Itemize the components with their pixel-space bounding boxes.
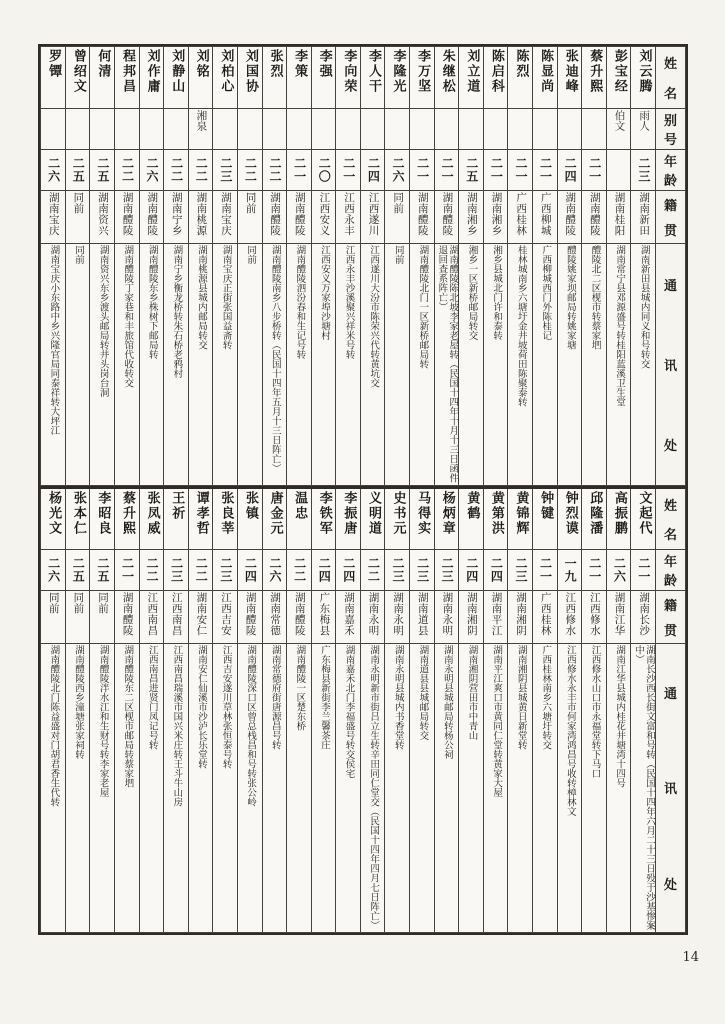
- cell-origin: 湖南醴陵: [287, 591, 312, 644]
- cell-contact: 湖南湘阴县城黄日新堂转: [508, 644, 533, 933]
- cell-contact: 同前: [237, 244, 262, 486]
- cell-contact: 湖南常宁县邓源盛号转桂阳蓝溪卫生堂: [606, 244, 631, 486]
- cell-alias: [237, 109, 262, 150]
- field-label-contact: 通 讯 处: [656, 644, 686, 933]
- cell-contact: 湖南资兴东乡渡头邮局转井头岗台洞: [90, 244, 115, 486]
- cell-origin: 同前: [237, 191, 262, 244]
- cell-age: 二一: [582, 550, 607, 591]
- cell-age: 二二: [237, 150, 262, 191]
- cell-contact: 湖南道县县城邮局转交: [410, 644, 435, 933]
- cell-name: 张凤威: [139, 488, 164, 550]
- cell-origin: 湖南醴陵: [287, 191, 312, 244]
- cell-alias: [410, 109, 435, 150]
- cell-name: 文起代: [631, 488, 656, 550]
- cell-alias: 湘泉: [188, 109, 213, 150]
- cell-contact: 湖南醴陵南乡八步桥转（民国十四年五月十三日阵亡）: [262, 244, 287, 486]
- roster-table-bottom: [40, 486, 686, 933]
- cell-name: 张良莘: [213, 488, 238, 550]
- cell-alias: [459, 109, 484, 150]
- cell-name: 程邦昌: [114, 47, 139, 109]
- cell-name: 刘静山: [164, 47, 189, 109]
- cell-alias: [90, 109, 115, 150]
- cell-contact: 同前: [385, 244, 410, 486]
- cell-origin: 湖南新田: [631, 191, 656, 244]
- cell-name: 何清: [90, 47, 115, 109]
- cell-age: 二二: [188, 550, 213, 591]
- cell-origin: 湖南嘉禾: [336, 591, 361, 644]
- cell-origin: 湖南醴陵: [410, 191, 435, 244]
- cell-name: 李万坚: [410, 47, 435, 109]
- cell-alias: [41, 109, 66, 150]
- field-label-name: 姓 名: [656, 47, 686, 109]
- cell-age: 二三: [631, 150, 656, 191]
- cell-alias: [164, 109, 189, 150]
- cell-alias: [533, 109, 558, 150]
- cell-name: 黄锦辉: [508, 488, 533, 550]
- cell-name: 刘柏心: [213, 47, 238, 109]
- cell-age: 二三: [410, 550, 435, 591]
- roster-table-top: [40, 46, 686, 486]
- cell-age: 二〇: [311, 150, 336, 191]
- cell-contact: 江西永丰沙溪聚兴祥米号转: [336, 244, 361, 486]
- cell-contact: 湖南醴陵陈北坡李家老屋转（民国十四年十月十三日函件退回查系阵亡）: [434, 244, 459, 486]
- cell-age: 二四: [336, 550, 361, 591]
- cell-origin: 湖南永明: [434, 591, 459, 644]
- cell-name: 李隆光: [385, 47, 410, 109]
- cell-origin: 湖南宁乡: [164, 191, 189, 244]
- cell-origin: 湖南湘乡: [483, 191, 508, 244]
- cell-contact: 广东梅县新街李兰馨茶庄: [311, 644, 336, 933]
- cell-name: 李向荣: [336, 47, 361, 109]
- cell-age: 二三: [434, 550, 459, 591]
- cell-contact: 湖南宝庆正街张国益斋转: [213, 244, 238, 486]
- cell-contact: 湘乡一区新桥邮局转交: [459, 244, 484, 486]
- cell-age: 二四: [311, 550, 336, 591]
- cell-origin: 广西桂林: [533, 591, 558, 644]
- cell-alias: [311, 109, 336, 150]
- cell-alias: [114, 109, 139, 150]
- cell-age: 二五: [459, 150, 484, 191]
- cell-origin: 湖南永明: [385, 591, 410, 644]
- cell-age: 二一: [434, 150, 459, 191]
- cell-name: 蔡升熙: [114, 488, 139, 550]
- cell-contact: 湖南醴陵泮水江和生财号转李家老屋: [90, 644, 115, 933]
- cell-origin: 湖南永明: [360, 591, 385, 644]
- cell-origin: 湖南醴陵: [557, 191, 582, 244]
- cell-age: 二三: [385, 550, 410, 591]
- cell-name: 张本仁: [65, 488, 90, 550]
- cell-origin: 同前: [385, 191, 410, 244]
- cell-alias: [582, 109, 607, 150]
- cell-age: 二三: [213, 550, 238, 591]
- cell-origin: 湖南醴陵: [139, 191, 164, 244]
- roster-frame: [38, 44, 688, 935]
- field-label-alias: 别 号: [656, 109, 686, 150]
- cell-name: 李铁军: [311, 488, 336, 550]
- cell-name: 钟键: [533, 488, 558, 550]
- cell-age: 二一: [336, 150, 361, 191]
- cell-origin: 湖南安仁: [188, 591, 213, 644]
- cell-name: 马得实: [410, 488, 435, 550]
- cell-age: 二五: [65, 150, 90, 191]
- cell-age: 二一: [508, 150, 533, 191]
- cell-origin: 湖南醴陵: [114, 191, 139, 244]
- cell-age: 二一: [533, 150, 558, 191]
- field-label-origin: 籍 贯: [656, 191, 686, 244]
- cell-age: 二三: [164, 550, 189, 591]
- cell-origin: 江西遂川: [360, 191, 385, 244]
- cell-name: 黄第洪: [483, 488, 508, 550]
- cell-name: 钟烈谟: [557, 488, 582, 550]
- cell-name: 彭宝经: [606, 47, 631, 109]
- cell-name: 张烈: [262, 47, 287, 109]
- cell-age: 二四: [237, 550, 262, 591]
- cell-name: 王祈: [164, 488, 189, 550]
- cell-age: 二三: [508, 550, 533, 591]
- cell-contact: 湖南永明县城内书香堂转: [385, 644, 410, 933]
- cell-name: 罗镡: [41, 47, 66, 109]
- cell-name: 刘云腾: [631, 47, 656, 109]
- cell-name: 温忠: [287, 488, 312, 550]
- cell-age: 二六: [41, 550, 66, 591]
- cell-contact: 江西南昌进贤门凤记号转: [139, 644, 164, 933]
- cell-origin: 江西南昌: [164, 591, 189, 644]
- cell-name: 朱继松: [434, 47, 459, 109]
- cell-contact: 湖南醴陵一区楚东桥: [287, 644, 312, 933]
- cell-contact: 湖南醴陵丁家巷和丰旅馆代收转交: [114, 244, 139, 486]
- cell-contact: 湖南永明县城邮局转杨公祠: [434, 644, 459, 933]
- cell-alias: [360, 109, 385, 150]
- cell-origin: 江西永丰: [336, 191, 361, 244]
- cell-origin: 江西修水: [582, 591, 607, 644]
- cell-age: 二六: [262, 550, 287, 591]
- cell-alias: [262, 109, 287, 150]
- cell-alias: [385, 109, 410, 150]
- cell-name: 高振鹏: [606, 488, 631, 550]
- cell-name: 刘国协: [237, 47, 262, 109]
- cell-contact: 江西修水永丰市何家湾鸿昌号收转樟林文: [557, 644, 582, 933]
- cell-age: 二二: [164, 150, 189, 191]
- cell-name: 李策: [287, 47, 312, 109]
- cell-alias: [508, 109, 533, 150]
- cell-origin: 湖南江华: [606, 591, 631, 644]
- cell-contact: 湖南安仁仙溪市沙泸长乐堂转: [188, 644, 213, 933]
- cell-origin: 湖南宝庆: [213, 191, 238, 244]
- cell-origin: 湖南长沙: [631, 591, 656, 644]
- cell-name: 陈显尚: [533, 47, 558, 109]
- cell-name: 杨光文: [41, 488, 66, 550]
- cell-age: 二一: [533, 550, 558, 591]
- cell-age: 二三: [213, 150, 238, 191]
- cell-contact: 湖南宝庆小东路中乡兴隆官局同泰祥转大坪江: [41, 244, 66, 486]
- cell-age: 二一: [410, 150, 435, 191]
- cell-origin: 湖南道县: [410, 591, 435, 644]
- cell-origin: 广东梅县: [311, 591, 336, 644]
- cell-age: 二五: [90, 550, 115, 591]
- cell-contact: 广西柳城西门外陈桂记: [533, 244, 558, 486]
- cell-alias: [287, 109, 312, 150]
- cell-name: 刘立道: [459, 47, 484, 109]
- cell-contact: 湖南常德府街唐源昌号转: [262, 644, 287, 933]
- cell-age: 二二: [139, 550, 164, 591]
- cell-name: 邱隆潘: [582, 488, 607, 550]
- cell-contact: 湖南醴陵深口区曾总栈昌和号转张公岭: [237, 644, 262, 933]
- cell-age: 二五: [90, 150, 115, 191]
- cell-contact: 江西遂川大汾市陈荣兴代转黄坑交: [360, 244, 385, 486]
- cell-contact: 江西南昌瑞溪市国兴米庄转王斗牛山房: [164, 644, 189, 933]
- cell-name: 李昭良: [90, 488, 115, 550]
- cell-origin: 同前: [90, 591, 115, 644]
- cell-origin: 湖南醴陵: [237, 591, 262, 644]
- cell-origin: 同前: [65, 191, 90, 244]
- cell-age: 一九: [557, 550, 582, 591]
- cell-contact: 湖南宁乡衡龙桥转朱石桥老鸦村: [164, 244, 189, 486]
- cell-age: 二一: [114, 550, 139, 591]
- cell-name: 张镇: [237, 488, 262, 550]
- cell-name: 陈启科: [483, 47, 508, 109]
- cell-origin: 湖南醴陵: [114, 591, 139, 644]
- cell-contact: 广西桂林南乡六塘圩转交: [533, 644, 558, 933]
- cell-origin: 江西南昌: [139, 591, 164, 644]
- cell-name: 曾绍文: [65, 47, 90, 109]
- cell-origin: 同前: [41, 591, 66, 644]
- cell-origin: 湖南醴陵: [434, 191, 459, 244]
- cell-age: 二二: [360, 550, 385, 591]
- cell-contact: 湘乡县城北门许和泰转: [483, 244, 508, 486]
- cell-contact: 同前: [65, 244, 90, 486]
- cell-age: 二一: [631, 550, 656, 591]
- cell-name: 刘铭: [188, 47, 213, 109]
- cell-age: [606, 150, 631, 191]
- cell-origin: 湖南湘阴: [459, 591, 484, 644]
- cell-contact: 湖南醴陵东乡株树下邮局转: [139, 244, 164, 486]
- cell-alias: 伯文: [606, 109, 631, 150]
- cell-origin: 湖南平江: [483, 591, 508, 644]
- cell-contact: 湖南湘阴营田市中青山: [459, 644, 484, 933]
- cell-alias: [139, 109, 164, 150]
- cell-contact: 醴陵北二区枧市转蔡家垇: [582, 244, 607, 486]
- cell-origin: 江西修水: [557, 591, 582, 644]
- cell-origin: 湖南桃源: [188, 191, 213, 244]
- cell-age: 二二: [188, 150, 213, 191]
- cell-alias: [483, 109, 508, 150]
- cell-origin: 湖南资兴: [90, 191, 115, 244]
- cell-age: 二六: [606, 550, 631, 591]
- cell-contact: 湖南永明新市街吕立生转辛田同仁堂交（民国十四年四月七日阵亡）: [360, 644, 385, 933]
- cell-origin: 湖南桂阳: [606, 191, 631, 244]
- cell-age: 二六: [41, 150, 66, 191]
- cell-origin: 湖南醴陵: [582, 191, 607, 244]
- cell-name: 李人干: [360, 47, 385, 109]
- cell-origin: 湖南醴陵: [262, 191, 287, 244]
- cell-contact: 湖南长沙西长街文富和号转（民国十四年六月二十三日殁于沙基惨案中）: [631, 644, 656, 933]
- cell-contact: 湖南醴陵北门陈益盛对门胡君香生代转: [41, 644, 66, 933]
- cell-age: 二二: [287, 550, 312, 591]
- cell-origin: 同前: [65, 591, 90, 644]
- cell-name: 李振唐: [336, 488, 361, 550]
- cell-contact: 湖南江华县城内桂花井塘湾十四号: [606, 644, 631, 933]
- cell-age: 二六: [139, 150, 164, 191]
- cell-name: 蔡升熙: [582, 47, 607, 109]
- cell-contact: 湖南醴陵泗汾春和生记号转: [287, 244, 312, 486]
- cell-alias: [557, 109, 582, 150]
- cell-contact: 江西吉安遂川草林张恒泰号转: [213, 644, 238, 933]
- cell-contact: 湖南嘉禾北门李福盛号转交侯宅: [336, 644, 361, 933]
- cell-contact: 江西安义万家埠沙塘村: [311, 244, 336, 486]
- cell-age: 二二: [262, 150, 287, 191]
- cell-alias: [434, 109, 459, 150]
- field-label-name: 姓 名: [656, 488, 686, 550]
- cell-name: 黄鹤: [459, 488, 484, 550]
- cell-contact: 湖南新田县城内同义和号转交: [631, 244, 656, 486]
- cell-name: 刘作庸: [139, 47, 164, 109]
- cell-age: 二六: [385, 150, 410, 191]
- field-label-age: 年 龄: [656, 550, 686, 591]
- cell-origin: 湖南湘阴: [508, 591, 533, 644]
- cell-age: 二四: [483, 550, 508, 591]
- cell-age: 二四: [557, 150, 582, 191]
- cell-age: 二一: [582, 150, 607, 191]
- cell-name: 义明道: [360, 488, 385, 550]
- cell-name: 陈烈: [508, 47, 533, 109]
- cell-origin: 广西桂林: [508, 191, 533, 244]
- cell-name: 唐金元: [262, 488, 287, 550]
- field-label-age: 年 龄: [656, 150, 686, 191]
- cell-age: 二四: [459, 550, 484, 591]
- cell-alias: 雨人: [631, 109, 656, 150]
- cell-age: 二五: [65, 550, 90, 591]
- cell-alias: [336, 109, 361, 150]
- cell-contact: 湖南醴陵西乡潼塘张家祠转: [65, 644, 90, 933]
- cell-contact: 江西修水山口市永福堂转下马口: [582, 644, 607, 933]
- cell-name: 杨炳章: [434, 488, 459, 550]
- cell-origin: 湖南宝庆: [41, 191, 66, 244]
- page-number: 14: [682, 950, 699, 965]
- cell-name: 李强: [311, 47, 336, 109]
- cell-alias: [65, 109, 90, 150]
- cell-contact: 湖南桃源县城内邮局转交: [188, 244, 213, 486]
- cell-name: 史书元: [385, 488, 410, 550]
- cell-contact: 桂林城南乡六塘圩金井坡荷田陈聚泰转: [508, 244, 533, 486]
- cell-age: 二四: [360, 150, 385, 191]
- cell-age: 二一: [483, 150, 508, 191]
- cell-contact: 湖南醴陵北门一区新桥邮局转: [410, 244, 435, 486]
- cell-contact: 湖南醴陵东二区枧市邮局转蔡家垇: [114, 644, 139, 933]
- cell-contact: 醴陵姚家坝邮局转姚家塘: [557, 244, 582, 486]
- cell-contact: 湖南平江爽口市黄同仁堂转黄家大屋: [483, 644, 508, 933]
- cell-origin: 广西柳城: [533, 191, 558, 244]
- cell-origin: 江西安义: [311, 191, 336, 244]
- cell-origin: 湖南常德: [262, 591, 287, 644]
- cell-origin: 江西吉安: [213, 591, 238, 644]
- field-label-contact: 通 讯 处: [656, 244, 686, 486]
- cell-name: 张迪峰: [557, 47, 582, 109]
- cell-age: 二一: [287, 150, 312, 191]
- cell-name: 谭孝哲: [188, 488, 213, 550]
- cell-alias: [213, 109, 238, 150]
- cell-age: 二二: [114, 150, 139, 191]
- cell-origin: 湖南湘乡: [459, 191, 484, 244]
- field-label-origin: 籍 贯: [656, 591, 686, 644]
